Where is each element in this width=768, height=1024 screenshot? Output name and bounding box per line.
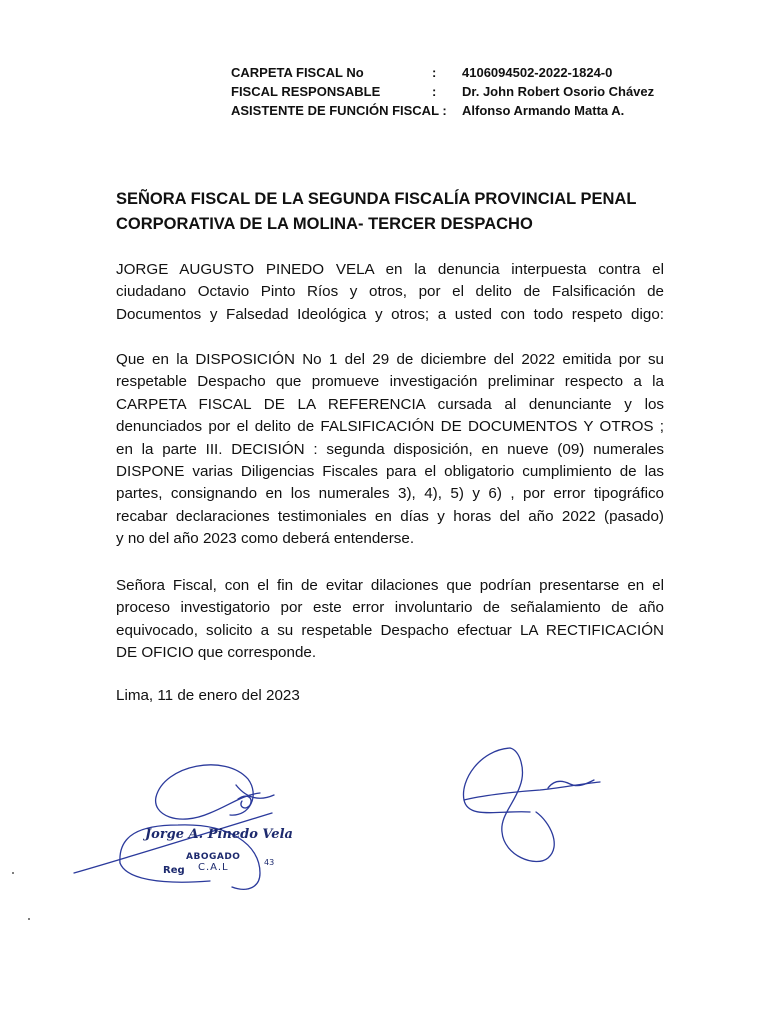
title-line-2: CORPORATIVA DE LA MOLINA- TERCER DESPACHO xyxy=(116,215,533,233)
signature-left-strokes xyxy=(60,755,320,895)
carpeta-label: CARPETA FISCAL No xyxy=(231,65,364,80)
paragraph-line: proceso investigatorio por este error involuntario de señalamiento de año xyxy=(116,599,664,617)
paragraph-line: ciudadano Octavio Pinto Ríos y otros, por el delito de Falsificación de xyxy=(116,283,664,301)
fiscal-value: Dr. John Robert Osorio Chávez xyxy=(462,84,655,99)
client-signature xyxy=(440,740,610,880)
asistente-value: Alfonso Armando Matta A. xyxy=(462,103,625,118)
paragraph-intro xyxy=(116,259,664,326)
fiscal-label: FISCAL RESPONSABLE xyxy=(231,84,381,99)
asistente-label: ASISTENTE DE FUNCIÓN FISCAL : xyxy=(231,103,447,118)
paragraph-line: DE OFICIO que corresponde. xyxy=(116,644,317,662)
stamp-cal: C.A.L xyxy=(198,862,229,873)
lawyer-signature xyxy=(60,755,320,895)
paragraph-line: respetable Despacho que promueve investigación preliminar respecto a la xyxy=(116,373,664,391)
stamp-name: Jorge A. Pinedo Vela xyxy=(145,827,293,842)
paragraph-line: Documentos y Falsedad Ideológica y otros; a usted con todo respeto digo: xyxy=(116,305,664,323)
paragraph-line: JORGE AUGUSTO PINEDO VELA en la denuncia interpuesta contra el xyxy=(116,261,664,278)
scan-speck xyxy=(12,872,14,874)
paragraph-line: equivocado, solicito a su respetable Despacho efectuar LA RECTIFICACIÓN xyxy=(116,621,664,639)
paragraph-disposicion xyxy=(116,349,664,551)
date-line: Lima, 11 de enero del 2023 xyxy=(116,687,300,704)
stamp-number: 43 xyxy=(264,858,275,867)
paragraph-line: CARPETA FISCAL DE LA REFERENCIA cursada al denunciante y los xyxy=(116,395,664,413)
signature-right-strokes xyxy=(440,740,610,880)
paragraph-line: DISPONE varias Diligencias Fiscales para el obligatorio cumplimiento de las xyxy=(116,463,664,481)
stamp-reg: Reg xyxy=(163,865,185,876)
title-line-1: SEÑORA FISCAL DE LA SEGUNDA FISCALÍA PROVINCIAL PENAL xyxy=(116,190,637,208)
fiscal-colon: : xyxy=(432,84,437,99)
carpeta-value: 4106094502-2022-1824-0 xyxy=(462,65,613,80)
stamp-title: ABOGADO xyxy=(186,852,241,862)
addressee-title xyxy=(116,187,676,237)
paragraph-line: Señora Fiscal, con el fin de evitar dilaciones que podrían presentarse en el xyxy=(116,577,664,594)
carpeta-colon: : xyxy=(432,65,437,80)
paragraph-line: partes, consignando en los numerales 3), 4), 5) y 6) , por error tipográfico xyxy=(116,485,664,503)
paragraph-request xyxy=(116,575,664,665)
scan-speck xyxy=(28,918,30,920)
paragraph-line: en la parte III. DECISIÓN : segunda disposición, en nueve (09) numerales xyxy=(116,440,664,458)
paragraph-line: recabar declaraciones testimoniales en días y horas del año 2022 (pasado) xyxy=(116,507,664,525)
paragraph-line: Que en la DISPOSICIÓN No 1 del 29 de diciembre del 2022 emitida por su xyxy=(116,351,664,368)
paragraph-line: denunciados por el delito de FALSIFICACIÓN DE DOCUMENTOS Y OTROS ; xyxy=(116,418,664,436)
paragraph-line: y no del año 2023 como deberá entenderse. xyxy=(116,530,415,548)
